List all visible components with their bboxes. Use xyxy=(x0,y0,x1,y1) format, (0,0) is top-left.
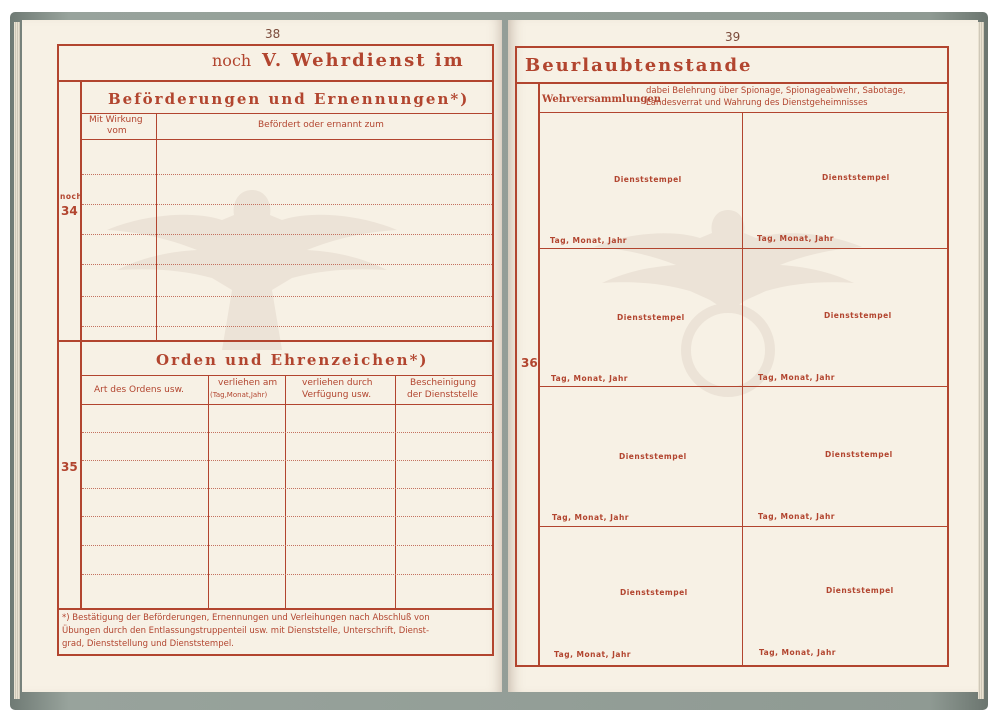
stamp-label: Dienststempel xyxy=(822,173,890,182)
assemblies-desc-line2: Landesverrat und Wahrung des Dienstgeheimnisses xyxy=(646,98,868,108)
date-label: Tag, Monat, Jahr xyxy=(551,374,628,383)
footnote-line2: Übungen durch den Entlassungstruppenteil usw. mit Dienststelle, Unterschrift, Dienst- xyxy=(62,626,430,636)
col-awarded-by-line1: verliehen durch xyxy=(302,378,373,388)
stamp-grid-row-divider xyxy=(538,386,949,387)
stamp-grid-center-divider xyxy=(742,112,743,667)
col-awarded-line2: (Tag,Monat,Jahr) xyxy=(210,391,268,399)
date-label: Tag, Monat, Jahr xyxy=(757,234,834,243)
promotions-title-divider xyxy=(80,113,494,114)
promotions-row-line xyxy=(82,204,492,205)
decorations-row-line xyxy=(82,460,492,461)
stamp-label: Dienststempel xyxy=(826,586,894,595)
date-label: Tag, Monat, Jahr xyxy=(552,513,629,522)
assemblies-desc-line1: dabei Belehrung über Spionage, Spionageabwehr, Sabotage, xyxy=(646,86,906,96)
promotions-col-divider xyxy=(156,113,157,340)
promotions-row-line xyxy=(82,326,492,327)
col-awarded-by-line2: Verfügung usw. xyxy=(302,390,372,400)
stamp-grid-row-divider xyxy=(538,248,949,249)
decorations-header-divider xyxy=(80,404,494,405)
right-page-edges xyxy=(978,22,984,699)
col-effective-line2: vom xyxy=(107,126,127,136)
stamp-label: Dienststempel xyxy=(614,175,682,184)
promotions-row-line xyxy=(82,234,492,235)
stamp-grid-row-divider xyxy=(538,526,949,527)
section-34-number: 34 xyxy=(61,204,78,218)
promotions-title: Beförderungen und Ernennungen*) xyxy=(108,90,470,108)
promotions-row-line xyxy=(82,174,492,175)
header-prefix: noch xyxy=(212,51,252,70)
col-order-type: Art des Ordens usw. xyxy=(94,385,184,395)
footnote-line3: grad, Dienststellung und Dienststempel. xyxy=(62,639,234,649)
footnote-divider xyxy=(57,608,494,610)
section-34-prefix: noch xyxy=(60,192,83,201)
decorations-row-line xyxy=(82,545,492,546)
col-promoted-header: Befördert oder ernannt zum xyxy=(258,120,384,130)
col-certification-line1: Bescheinigung xyxy=(410,378,477,388)
promotions-row-line xyxy=(82,296,492,297)
stamp-label: Dienststempel xyxy=(619,452,687,461)
date-label: Tag, Monat, Jahr xyxy=(554,650,631,659)
decorations-row-line xyxy=(82,574,492,575)
header-divider xyxy=(57,80,494,82)
date-label: Tag, Monat, Jahr xyxy=(758,373,835,382)
right-header-divider xyxy=(515,82,949,84)
stamp-label: Dienststempel xyxy=(620,588,688,597)
section-36-number: 36 xyxy=(521,356,538,370)
page-number-38: 38 xyxy=(265,27,281,41)
footnote-line1: *) Bestätigung der Beförderungen, Ernennungen und Verleihungen nach Abschluß von xyxy=(62,613,430,623)
decorations-title-divider xyxy=(80,375,494,376)
col-awarded-line1: verliehen am xyxy=(218,378,278,388)
stamp-label: Dienststempel xyxy=(617,313,685,322)
section-35-number: 35 xyxy=(61,460,78,474)
right-page-frame xyxy=(515,46,949,667)
section-number-column-divider xyxy=(80,80,82,608)
page-header-title: V. Wehrdienst im xyxy=(262,50,465,71)
left-page-edges xyxy=(14,22,20,699)
col-certification-line2: der Dienststelle xyxy=(407,390,478,400)
date-label: Tag, Monat, Jahr xyxy=(758,512,835,521)
decorations-row-line xyxy=(82,432,492,433)
decorations-title: Orden und Ehrenzeichen*) xyxy=(156,351,429,369)
assemblies-label: Wehrversammlungen xyxy=(542,94,661,105)
date-label: Tag, Monat, Jahr xyxy=(759,648,836,657)
promotions-row-line xyxy=(82,264,492,265)
section-divider-34-35 xyxy=(57,340,494,342)
decorations-row-line xyxy=(82,516,492,517)
assemblies-header-divider xyxy=(538,112,949,113)
col-effective-line1: Mit Wirkung xyxy=(89,115,143,125)
decorations-row-line xyxy=(82,488,492,489)
page-number-39: 39 xyxy=(725,30,741,44)
promotions-header-divider xyxy=(80,139,494,140)
right-section-number-divider xyxy=(538,82,540,667)
date-label: Tag, Monat, Jahr xyxy=(550,236,627,245)
stamp-label: Dienststempel xyxy=(824,311,892,320)
page-header-title-continued: Beurlaubtenstande xyxy=(525,55,753,76)
stamp-label: Dienststempel xyxy=(825,450,893,459)
